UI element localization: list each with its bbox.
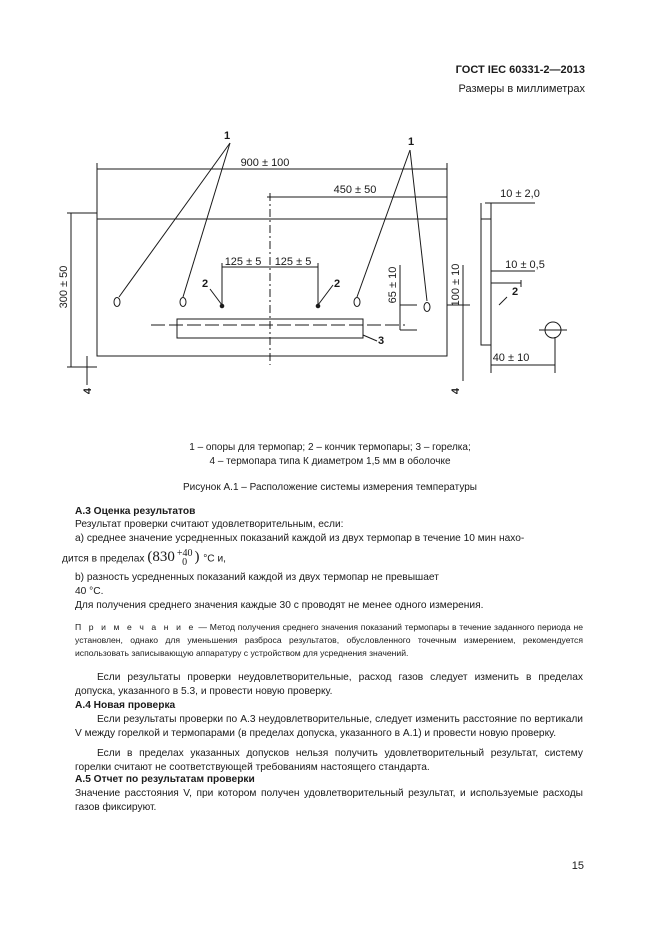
label-4-right: 4 xyxy=(450,387,462,395)
section-a4-heading: А.4 Новая проверка xyxy=(75,700,176,711)
figure-legend-line-2: 4 – термопара типа К диаметром 1,5 мм в оболочке xyxy=(209,456,451,467)
dim-plate-thickness: 10 ± 2,0 xyxy=(500,188,540,200)
label-4-left: 4 xyxy=(82,387,94,395)
label-2-right: 2 xyxy=(333,278,341,290)
units-note: Размеры в миллиметрах xyxy=(458,83,585,95)
dim-burner-height: 100 ± 10 xyxy=(450,263,462,307)
label-2-side: 2 xyxy=(511,286,519,298)
figure-caption: Рисунок А.1 – Расположение системы измерения температуры xyxy=(183,482,477,493)
label-2-left: 2 xyxy=(201,278,209,290)
temperature-measurement-diagram xyxy=(55,115,595,395)
section-a3-item-a-cont xyxy=(62,549,226,567)
dim-side-depth: 40 ± 10 xyxy=(492,352,530,364)
section-a3-intro: Результат проверки считают удовлетворительным, если: xyxy=(75,519,344,530)
dim-half-width: 450 ± 50 xyxy=(333,184,377,196)
dim-spacing-right: 125 ± 5 xyxy=(274,256,312,268)
label-1-left: 1 xyxy=(223,130,231,142)
label-1-right: 1 xyxy=(407,136,415,148)
section-a4-para-1: Если результаты проверки по А.3 неудовлетворительные, следует изменить расстояние по вертикали V между горелкой и термопарами (в пределах допуска, указанного в А.1) и провести новую проверку. xyxy=(75,714,583,739)
section-a5-heading: А.5 Отчет по результатам проверки xyxy=(75,774,255,785)
note: П р и м е ч а н и е — Метод получения среднего значения показаний термопары в течение заданного периода не установлен, однако для уменьшения разброса результатов, обусловленного точечным измерением, рекомендуется использовать записывающую аппаратуру с устройством для усреднения значений. xyxy=(75,622,583,658)
section-a3-item-b-cont: 40 °С. xyxy=(75,586,104,597)
temperature-formula: (830 +40 0 ) xyxy=(147,548,200,568)
section-a4-para-2: Если в пределах указанных допусков нельзя получить удовлетворительный результат, систему горелки считают не соответствующей требованиям настоящего стандарта. xyxy=(75,748,583,773)
section-a3-item-a: а) среднее значение усредненных показаний каждой из двух термопар в течение 10 мин нахо- xyxy=(75,533,525,544)
dim-spacing-left: 125 ± 5 xyxy=(224,256,262,268)
range-prefix: дится в пределах xyxy=(62,553,145,565)
label-3: 3 xyxy=(377,335,385,347)
section-a5-para: Значение расстояния V, при котором получен удовлетворительный результат, и используемые расходы газов фиксируют. xyxy=(75,788,583,813)
section-a3-retest: Если результаты проверки неудовлетворительные, расход газов следует изменить в пределах допуска, указанного в 5.3, и провести новую проверку. xyxy=(75,672,583,697)
section-a3-averaging: Для получения среднего значения каждые 30 с проводят не менее одного измерения. xyxy=(75,600,484,611)
section-a3-heading: А.3 Оценка результатов xyxy=(75,506,196,517)
section-a3-item-b: b) разность усредненных показаний каждой из двух термопар не превышает xyxy=(75,572,439,583)
dim-height-total: 300 ± 50 xyxy=(58,265,70,309)
standard-designation: ГОСТ IEC 60331-2—2013 xyxy=(455,64,585,76)
dim-side-offset: 10 ± 0,5 xyxy=(505,259,545,271)
dim-width-total: 900 ± 100 xyxy=(240,157,290,169)
dim-thermo-height: 65 ± 10 xyxy=(387,266,399,304)
side-view-plate xyxy=(481,219,491,345)
range-suffix: °С и, xyxy=(203,553,227,565)
page-number: 15 xyxy=(571,860,584,872)
figure-legend-line-1: 1 – опоры для термопар; 2 – кончик термопары; 3 – горелка; xyxy=(189,442,471,453)
